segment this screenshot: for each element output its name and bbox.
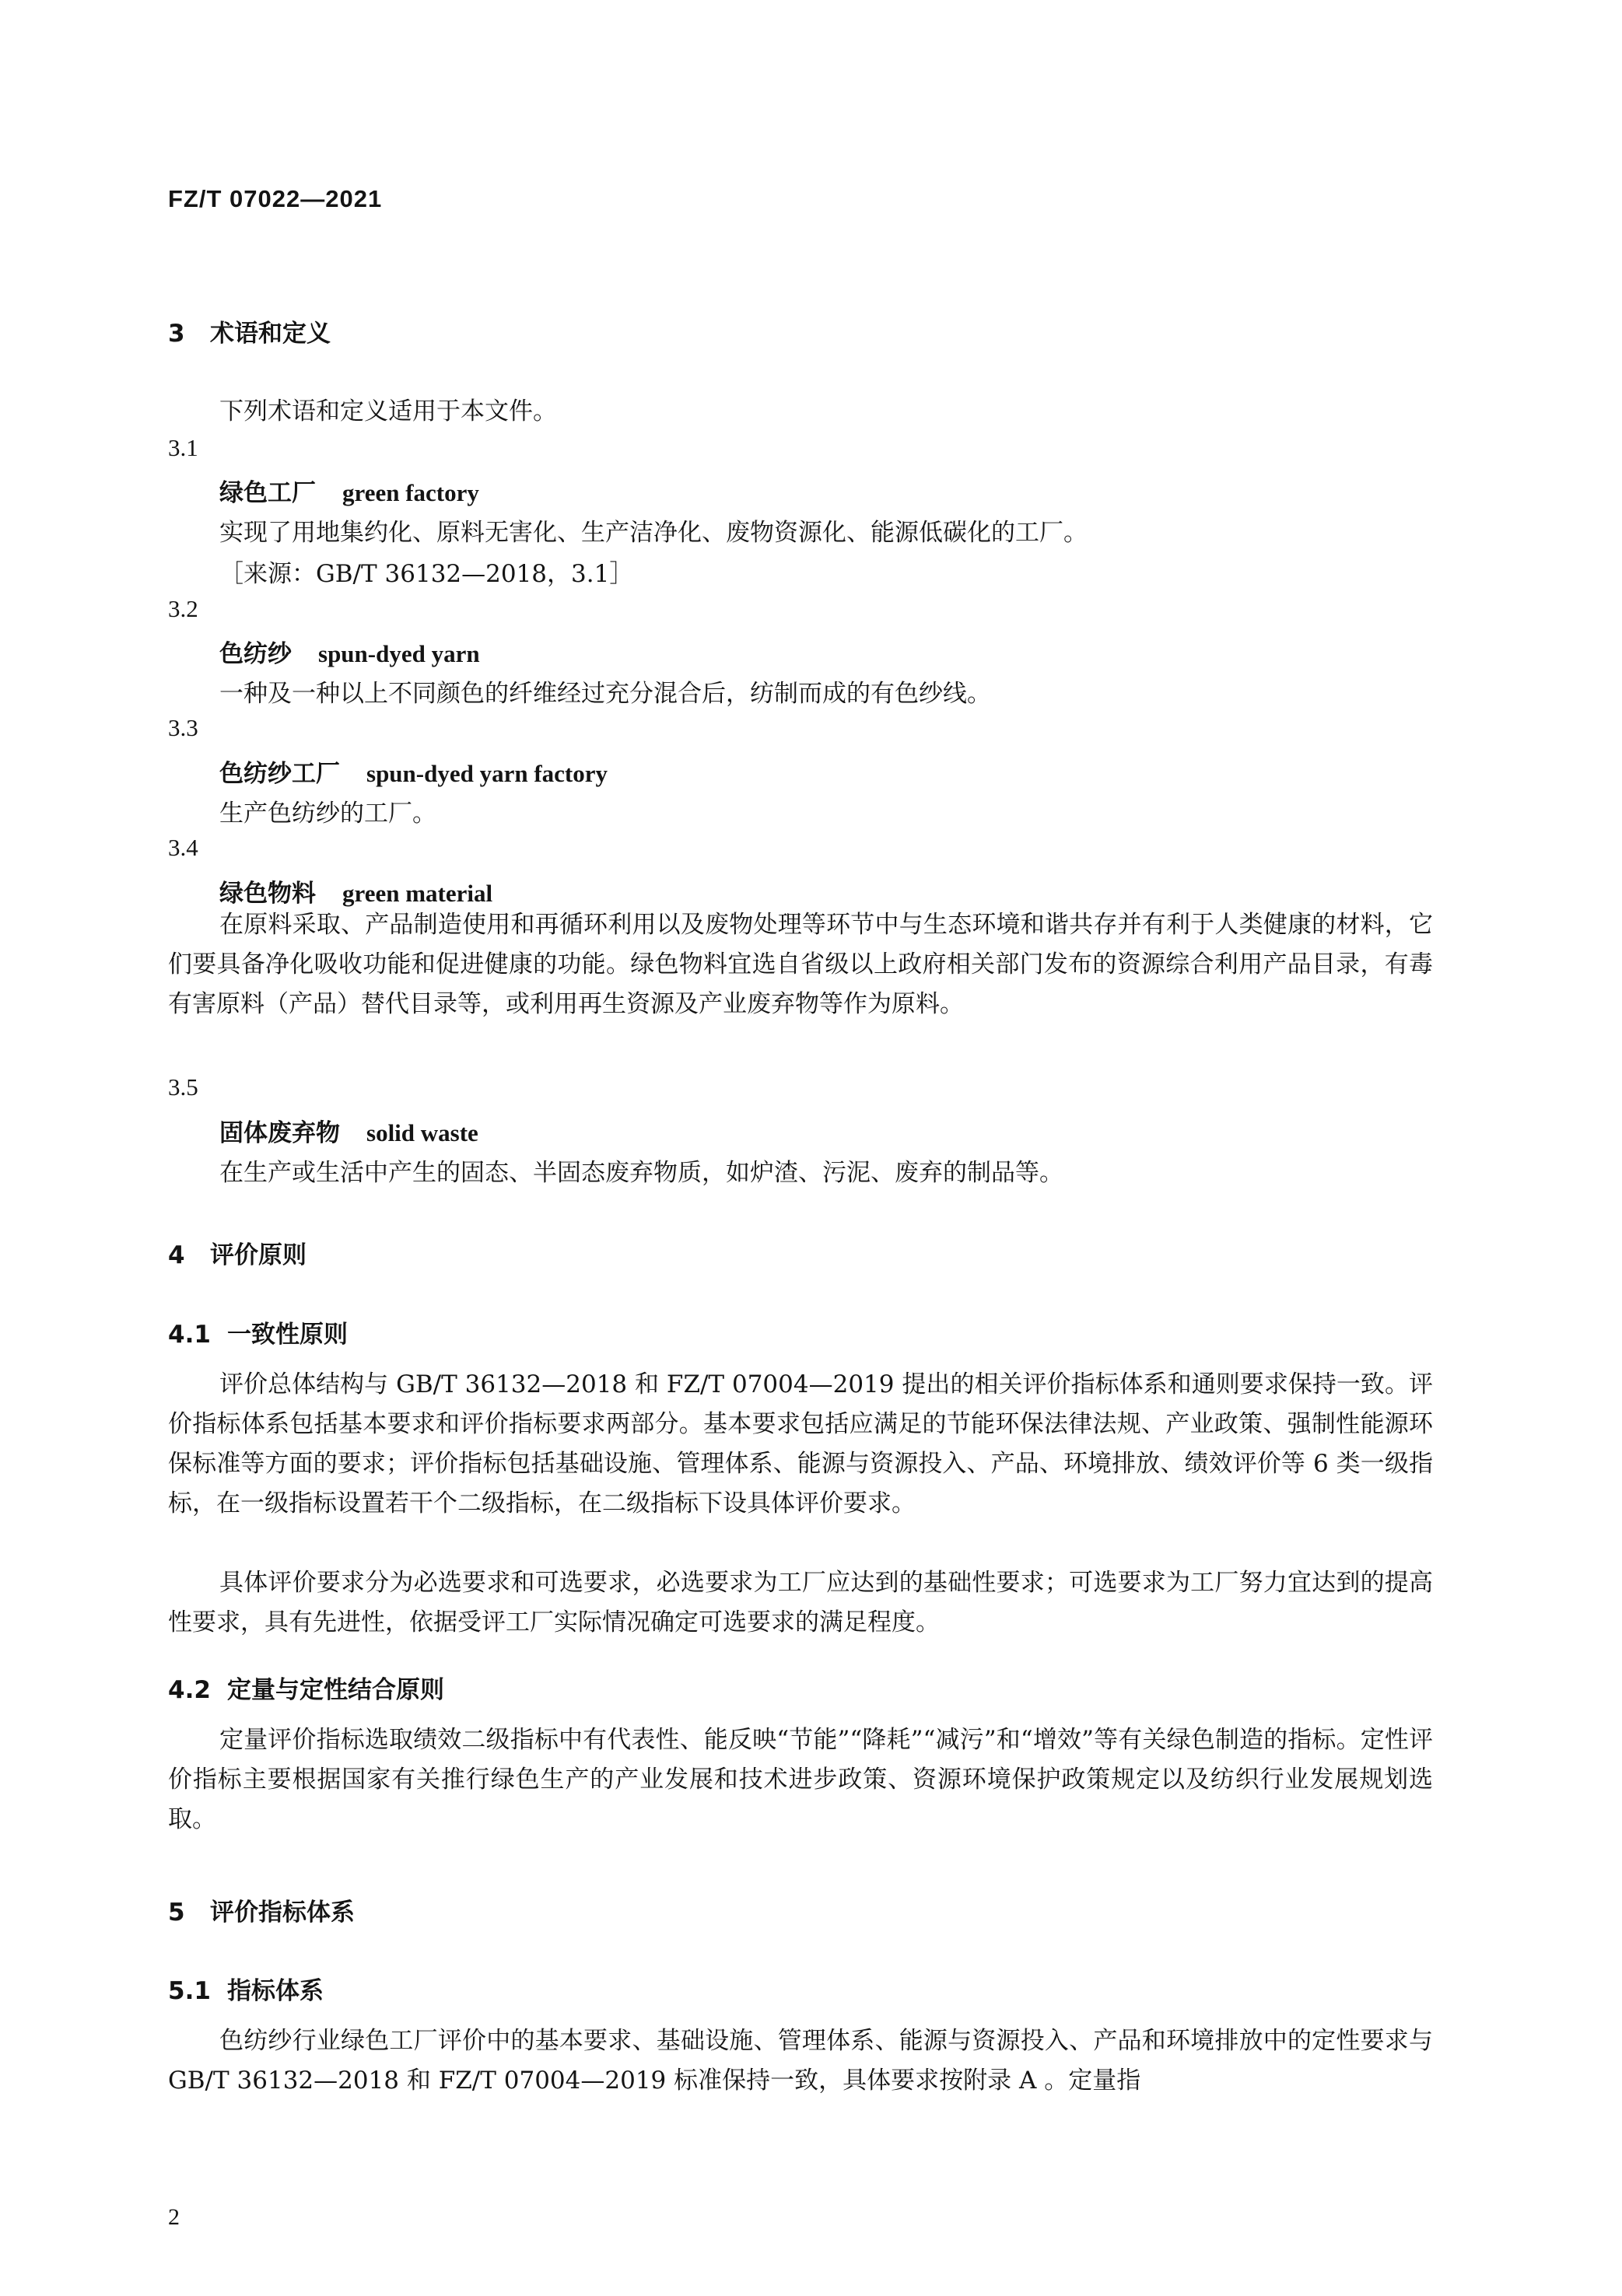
subsection-title: 指标体系	[227, 1977, 324, 2005]
term-zh: 绿色工厂	[219, 479, 316, 507]
section-number: 4	[168, 1241, 185, 1269]
section-number: 3	[168, 320, 185, 348]
term-en: green material	[342, 880, 493, 907]
subsection-4-1-heading	[168, 1314, 348, 1349]
section-title: 评价原则	[210, 1241, 307, 1269]
section-number: 5	[168, 1899, 185, 1927]
term-title	[219, 873, 492, 908]
paragraph: 定量评价指标选取绩效二级指标中有代表性、能反映“节能”“降耗”“减污”和“增效”等有关绿色制造的指标。定性评价指标主要根据国家有关推行绿色生产的产业发展和技术进步政策、资源环境保护政策规定以及纺织行业发展规划选取。	[168, 1726, 1433, 1833]
subsection-title: 定量与定性结合原则	[227, 1676, 444, 1704]
section-4-heading	[168, 1235, 307, 1270]
term-number: 3.1	[168, 434, 198, 461]
paragraph: 具体评价要求分为必选要求和可选要求，必选要求为工厂应达到的基础性要求；可选要求为工厂努力宜达到的提高性要求，具有先进性，依据受评工厂实际情况确定可选要求的满足程度。	[168, 1569, 1433, 1636]
section-3-intro: 下列术语和定义适用于本文件。	[219, 397, 557, 425]
subsection-number: 4.1	[168, 1321, 211, 1349]
subsection-title: 一致性原则	[227, 1321, 348, 1349]
term-definition: 生产色纺纱的工厂。	[219, 800, 436, 828]
term-definition: 一种及一种以上不同颜色的纤维经过充分混合后，纺制而成的有色纱线。	[219, 680, 991, 708]
term-number: 3.3	[168, 714, 198, 741]
section-5-heading	[168, 1892, 355, 1927]
term-en: spun-dyed yarn factory	[366, 760, 608, 787]
subsection-5-1-heading	[168, 1971, 324, 2006]
section-title: 评价指标体系	[210, 1899, 355, 1927]
section-3-heading	[168, 313, 331, 348]
term-definition: 在生产或生活中产生的固态、半固态废弃物质，如炉渣、污泥、废弃的制品等。	[219, 1159, 1063, 1187]
term-definition: 实现了用地集约化、原料无害化、生产洁净化、废物资源化、能源低碳化的工厂。	[219, 519, 1088, 547]
paragraph: 色纺纱行业绿色工厂评价中的基本要求、基础设施、管理体系、能源与资源投入、产品和环境排放中的定性要求与 GB/T 36132—2018 和 FZ/T 07004—2019 标准保持一致，具体要求按附录 A 。定量指	[168, 2027, 1433, 2095]
term-title	[219, 473, 479, 508]
term-title	[219, 754, 608, 789]
document-code-header: FZ/T 07022—2021	[168, 185, 383, 212]
term-number: 3.2	[168, 595, 198, 622]
term-number: 3.5	[168, 1073, 198, 1101]
subsection-4-2-heading	[168, 1670, 444, 1705]
section-title: 术语和定义	[210, 320, 331, 348]
term-en: spun-dyed yarn	[318, 640, 480, 667]
term-zh: 固体废弃物	[219, 1119, 340, 1147]
term-number: 3.4	[168, 834, 198, 861]
term-zh: 色纺纱工厂	[219, 760, 340, 788]
paragraph: 评价总体结构与 GB/T 36132—2018 和 FZ/T 07004—2019 提出的相关评价指标体系和通则要求保持一致。评价指标体系包括基本要求和评价指标要求两部分。基本要求包括应满足的节能环保法律法规、产业政策、强制性能源环保标准等方面的要求；评价指标包括基础设施、管理体系、能源与资源投入、产品、环境排放、绩效评价等 6 类一级指标，在一级指标设置若干个二级指标，在二级指标下设具体评价要求。	[168, 1370, 1433, 1517]
term-definition: 在原料采取、产品制造使用和再循环利用以及废物处理等环节中与生态环境和谐共存并有利于人类健康的材料，它们要具备净化吸收功能和促进健康的功能。绿色物料宜选自省级以上政府相关部门发布的资源综合利用产品目录，有毒有害原料（产品）替代目录等，或利用再生资源及产业废弃物等作为原料。	[168, 911, 1433, 1018]
subsection-number: 5.1	[168, 1977, 211, 2005]
term-en: solid waste	[366, 1119, 478, 1146]
term-zh: 绿色物料	[219, 880, 316, 908]
term-title	[219, 634, 480, 669]
page-number: 2	[168, 2204, 180, 2230]
term-title	[219, 1113, 478, 1148]
term-en: green factory	[342, 479, 479, 506]
term-source: ［来源：GB/T 36132—2018，3.1］	[219, 560, 634, 588]
term-zh: 色纺纱	[219, 640, 292, 668]
subsection-number: 4.2	[168, 1676, 211, 1704]
